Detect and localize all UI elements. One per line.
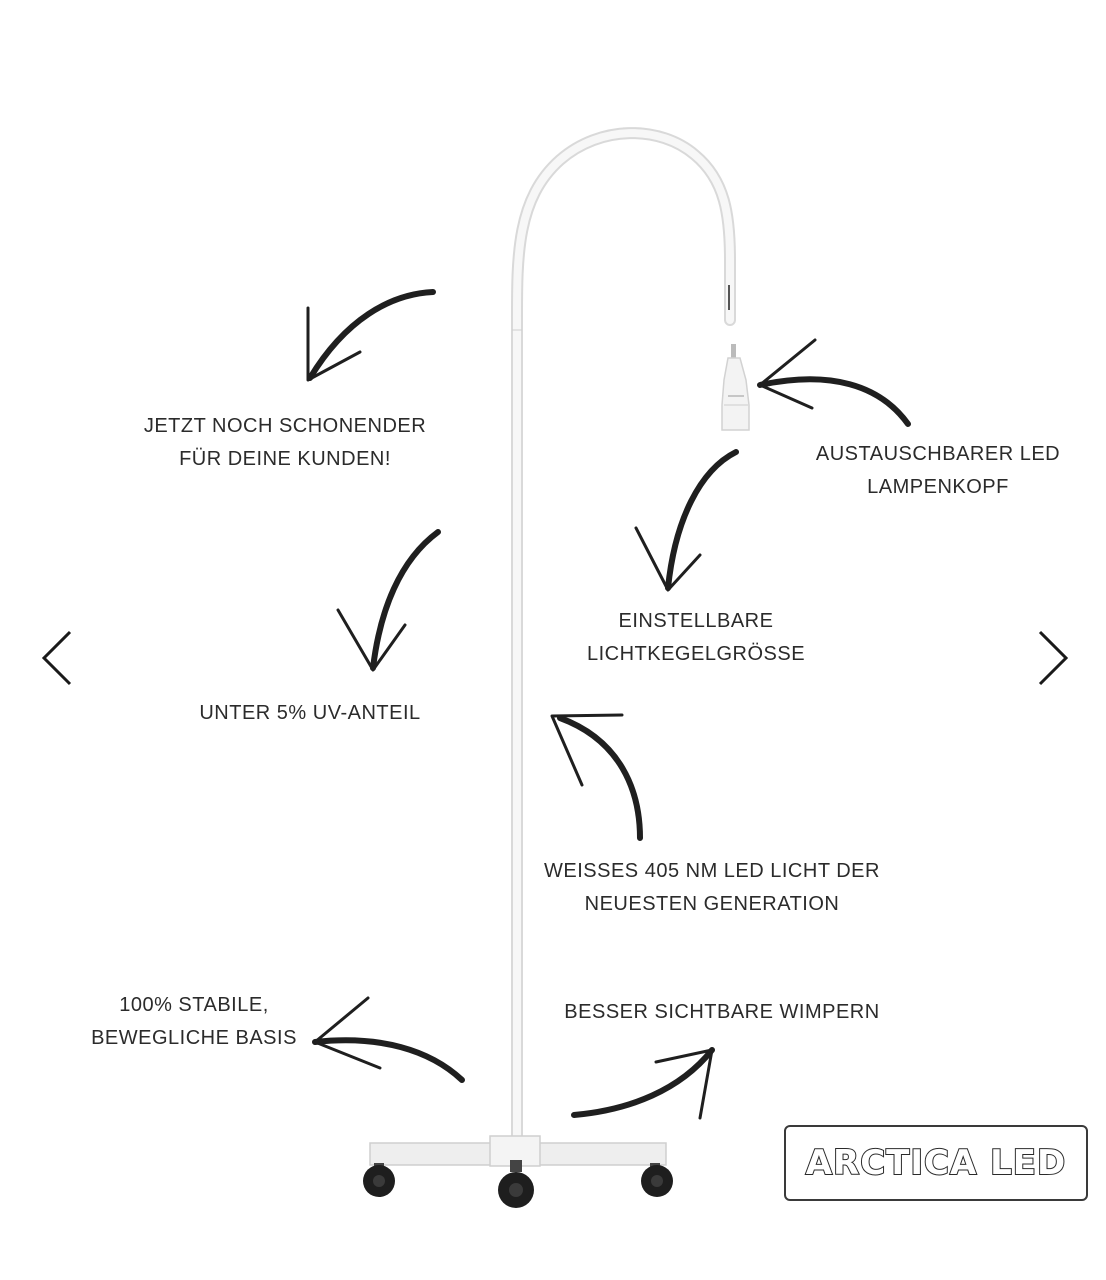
arrow-head xyxy=(760,340,908,424)
feature-label-light-line1: WEISSES 405 NM LED LICHT DER xyxy=(544,860,880,882)
arrow-uv xyxy=(338,532,438,670)
carousel-next-button[interactable] xyxy=(1030,626,1074,690)
brand-badge xyxy=(784,1125,1088,1201)
feature-label-cone-line1: EINSTELLBARE xyxy=(618,610,774,632)
brand-badge-text: ARCTICA LED xyxy=(805,1143,1067,1183)
arrow-base xyxy=(315,998,462,1080)
feature-label-light xyxy=(542,855,882,921)
feature-label-base xyxy=(84,989,304,1055)
feature-label-head-line2: LAMPENKOPF xyxy=(867,476,1009,498)
arrow-lashes xyxy=(574,1050,712,1118)
carousel-prev-button[interactable] xyxy=(36,626,80,690)
arrow-light xyxy=(552,715,640,838)
feature-label-head-line1: AUSTAUSCHBARER LED xyxy=(815,443,1061,465)
feature-label-lashes-line1: BESSER SICHTBARE WIMPERN xyxy=(564,1001,880,1023)
feature-label-uv-line1: UNTER 5% UV-ANTEIL xyxy=(199,702,421,724)
feature-label-gentle-line2: FÜR DEINE KUNDEN! xyxy=(179,448,391,470)
feature-label-gentle xyxy=(135,410,435,476)
feature-label-base-line2: BEWEGLICHE BASIS xyxy=(91,1027,297,1049)
chevron-left-icon xyxy=(36,626,80,690)
feature-label-lashes xyxy=(560,996,884,1029)
chevron-right-icon xyxy=(1030,626,1074,690)
feature-label-base-line1: 100% STABILE, xyxy=(119,994,269,1016)
feature-label-gentle-line1: JETZT NOCH SCHONENDER xyxy=(143,415,427,437)
feature-label-head xyxy=(808,438,1068,504)
lamp-base xyxy=(363,1136,673,1208)
arrow-cone xyxy=(636,452,736,590)
lamp-head xyxy=(722,344,749,430)
arrow-gentle xyxy=(308,292,433,380)
feature-label-cone-line2: LICHTKEGELGRÖSSE xyxy=(586,643,806,665)
feature-label-light-line2: NEUESTEN GENERATION xyxy=(584,893,840,915)
feature-label-cone xyxy=(576,605,816,671)
feature-label-uv xyxy=(190,697,430,730)
